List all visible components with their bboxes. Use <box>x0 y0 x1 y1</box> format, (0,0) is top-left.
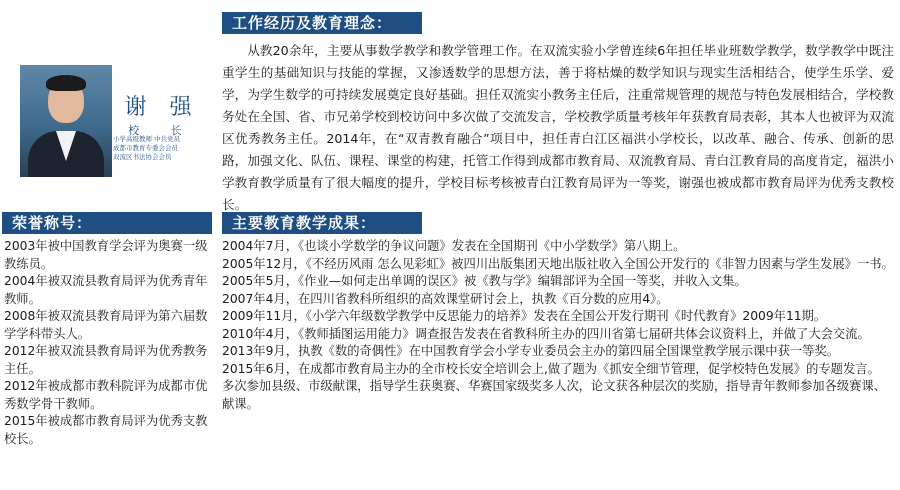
honors-header: 荣誉称号： <box>2 212 212 234</box>
honors-list <box>4 238 216 448</box>
work-experience-header: 工作经历及教育理念： <box>222 12 422 34</box>
portrait-hair <box>46 75 86 91</box>
honor-item: 2012年被双流县教育局评为优秀教务主任。 <box>4 344 208 376</box>
achievement-item: 2004年7月，《也谈小学数学的争议问题》发表在全国期刊《中小学数学》第八期上。 <box>222 239 686 253</box>
person-name: 谢 强 <box>124 95 200 120</box>
achievement-item: 2013年9月，执教《数的奇偶性》在中国教育学会小学专业委员会主办的第四届全国课堂教学展示课中获一等奖。 <box>222 344 840 358</box>
honor-item: 2003年被中国教育学会评为奥赛一级教练员。 <box>4 239 208 271</box>
achievements-header: 主要教育教学成果： <box>222 212 422 234</box>
credential-line: 小学高级教师 中共党员 <box>113 135 181 143</box>
achievement-item: 2009年11月，《小学六年级数学教学中反思能力的培养》发表在全国公开发行期刊《时代教育》2009年11期。 <box>222 309 827 323</box>
achievement-item: 2015年6月，在成都市教育局主办的全市校长安全培训会上,做了题为《抓安全细节管理，促学校特色发展》的专题发言。 <box>222 361 880 376</box>
achievement-item: 多次参加县级、市级献课，指导学生获奥赛、华赛国家级奖多人次，论文获各种层次的奖励，指导青年教师参加各级赛课、献课。 <box>222 379 887 411</box>
achievement-item: 2005年12月，《不经历风雨 怎么见彩虹》被四川出版集团天地出版社收入全国公开发行的《非智力因素与学生发展》一书。 <box>222 256 894 271</box>
achievements-list <box>222 238 898 413</box>
work-paragraph: 从教20余年，主要从事数学教学和教学管理工作。在双流实验小学曾连续6年担任毕业班数学教学，数学教学中既注重学生的基础知识与技能的掌握，又渗透数学的思想方法，善于将枯燥的数学知识与现实生活相结合，使学生乐学、爱学，为学生数学的可持续发展奠定良好基础。担任双流实小教务主任后，注重常规管理的规范与特色发展相结合，学校教务处在全国、省、市兄弟学校到校访问中多次做了交流发言，学校教学质量考核年年获教育局表彰，其本人也被评为双流区优秀教务主任。2014年，在“双青教育融合”项目中，担任青白江区福洪小学校长，以改革、融合、传承、创新的思路，加强文化、队伍、课程、课堂的构建，托管工作得到成都市教育局、双流教育局、青白江教育局的高度肯定，福洪小学教育教学质量有了很大幅度的提升，学校目标考核被青白江教育局评为一等奖，谢强也被成都市教育局评为优秀支教校长。 <box>222 43 894 212</box>
honor-item: 2015年被成都市教育局评为优秀支教校长。 <box>4 414 208 446</box>
achievement-item: 2005年5月，《作业—如何走出单调的误区》被《教与学》编辑部评为全国一等奖，并收入文集。 <box>222 274 747 288</box>
achievement-item: 2007年4月，在四川省教科所组织的高效课堂研讨会上，执教《百分数的应用4》。 <box>222 291 669 306</box>
achievement-item: 2010年4月，《教师插图运用能力》调查报告发表在省教科所主办的四川省第七届研共体会议资料上，并做了大会交流。 <box>222 326 870 341</box>
honor-item: 2004年被双流县教育局评为优秀青年教师。 <box>4 274 208 306</box>
credential-line: 成都市教育专委会会员 <box>113 144 178 152</box>
credential-line: 双流区书法协会会员 <box>113 153 172 161</box>
honor-item: 2012年被成都市教科院评为成都市优秀数学骨干教师。 <box>4 379 208 411</box>
portrait-photo <box>20 65 112 177</box>
person-role: 校 长 <box>128 124 196 137</box>
honor-item: 2008年被双流县教育局评为第六届数学学科带头人。 <box>4 309 208 341</box>
